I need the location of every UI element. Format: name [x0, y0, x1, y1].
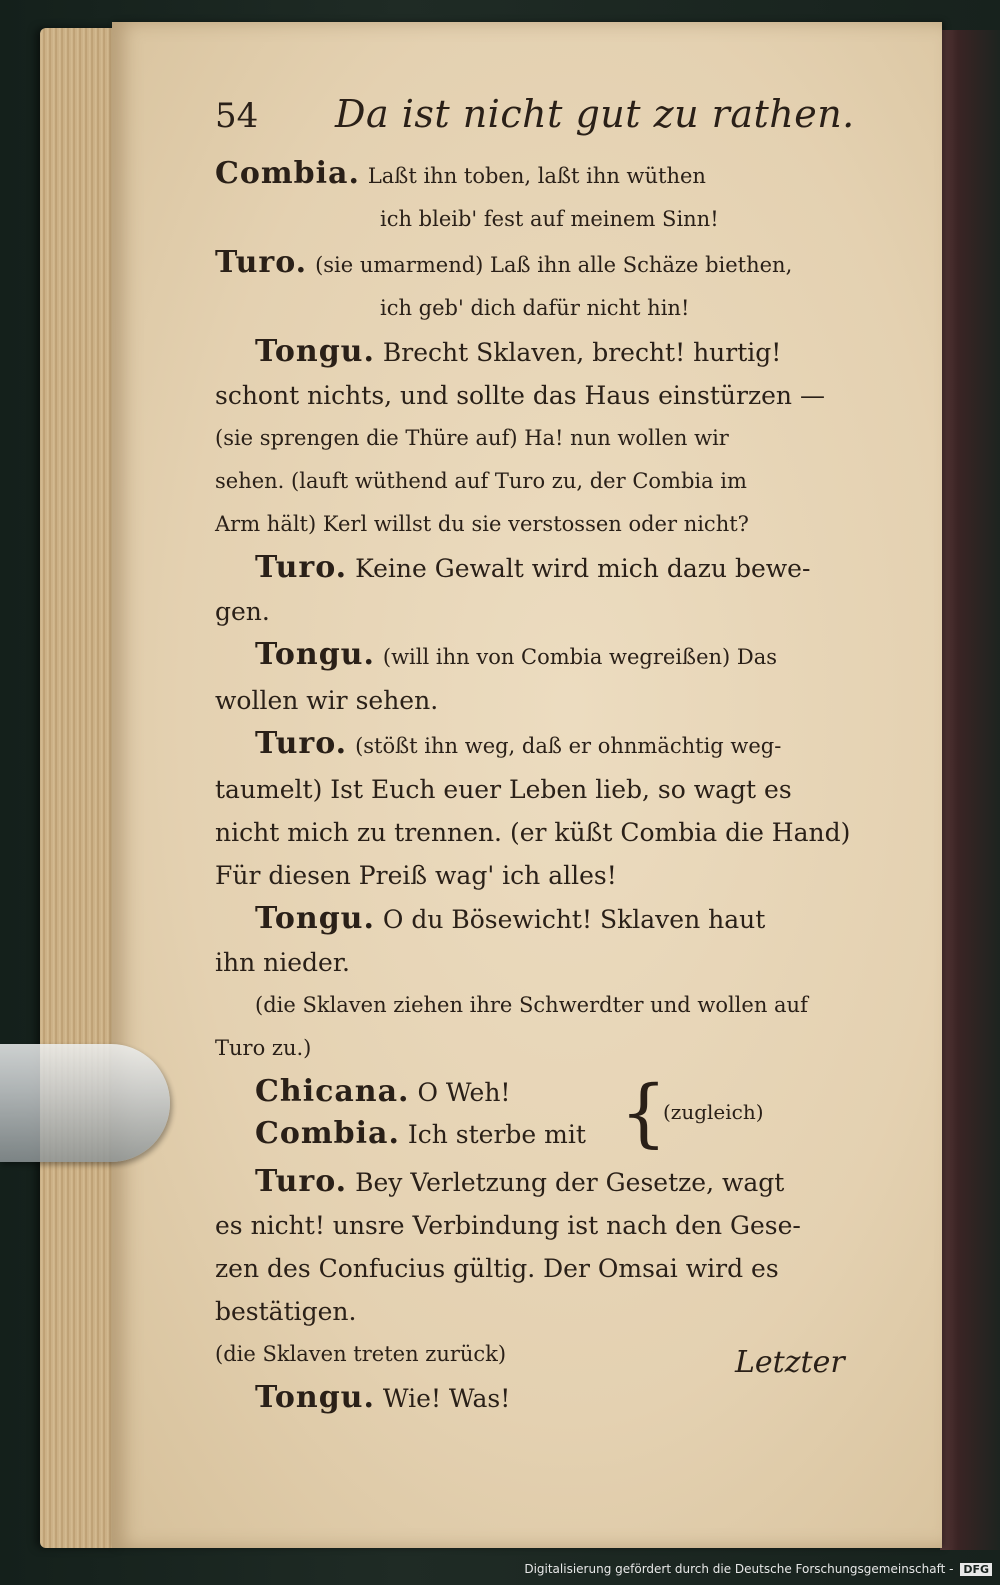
line-text: Wie! Was! [382, 1384, 511, 1413]
stage-direction [215, 984, 875, 1027]
text-line [215, 374, 875, 417]
page-header [215, 92, 875, 152]
text-line [215, 941, 875, 984]
text-line [215, 722, 875, 768]
dfg-logo: DFG [960, 1563, 992, 1576]
text-line [215, 241, 875, 287]
line-text: Turo zu.) [215, 1036, 312, 1060]
running-title: Da ist nicht gut zu rathen. [335, 92, 855, 136]
book-cover-edge [940, 30, 1000, 1550]
text-line [215, 1160, 875, 1204]
line-text: ich bleib' fest auf meinem Sinn! [380, 207, 719, 231]
text-line [215, 897, 875, 941]
stage-direction: (zugleich) [663, 1100, 764, 1124]
simultaneous-speech-block [215, 1070, 875, 1160]
text-line [215, 417, 875, 460]
line-text: wollen wir sehen. [215, 686, 439, 715]
text-line [215, 330, 875, 374]
line-text: (die Sklaven treten zurück) [215, 1342, 507, 1366]
footer-text: Digitalisierung gefördert durch die Deutsche Forschungsgemeinschaft - [524, 1562, 954, 1576]
book-page-edges [40, 28, 120, 1548]
speaker-name: Turo. [215, 245, 308, 280]
text-line [215, 198, 875, 241]
line-text: Für diesen Preiß wag' ich alles! [215, 861, 617, 890]
line-text: sehen. (lauft wüthend auf Turo zu, der Combia im [215, 469, 747, 493]
text-line [215, 768, 875, 811]
line-text: Ich sterbe mit [407, 1120, 586, 1149]
line-text: nicht mich zu trennen. (er küßt Combia die Hand) [215, 818, 851, 847]
line-text: O Weh! [417, 1078, 511, 1107]
speaker-name: Combia. [215, 156, 360, 191]
line-text: Laßt ihn toben, laßt ihn wüthen [367, 164, 706, 188]
text-line [215, 503, 875, 546]
speaker-name: Turo. [255, 726, 348, 761]
text-line [215, 679, 875, 722]
line-text: Brecht Sklaven, brecht! hurtig! [382, 338, 782, 367]
line-text: Bey Verletzung der Gesetze, wagt [355, 1168, 785, 1197]
text-line [215, 546, 875, 590]
text-line [255, 1070, 510, 1114]
speaker-name: Turo. [255, 550, 348, 585]
speaker-name: Turo. [255, 1164, 348, 1199]
text-line [215, 1247, 875, 1290]
catchword: Letzter [735, 1345, 845, 1380]
line-text: O du Bösewicht! Sklaven haut [382, 905, 766, 934]
speaker-name: Tongu. [255, 1380, 375, 1415]
text-line [215, 460, 875, 503]
speaker-name: Chicana. [255, 1074, 410, 1109]
text-line [255, 1112, 586, 1156]
curly-brace: { [620, 1070, 668, 1156]
line-text: Keine Gewalt wird mich dazu bewe- [355, 554, 811, 583]
stage-direction [215, 1027, 875, 1070]
line-text: ihn nieder. [215, 948, 350, 977]
line-text: (stößt ihn weg, daß er ohnmächtig weg- [355, 734, 782, 758]
line-text: es nicht! unsre Verbindung ist nach den Gese- [215, 1211, 801, 1240]
line-text: zen des Confucius gültig. Der Omsai wird es [215, 1254, 779, 1283]
line-text: gen. [215, 597, 270, 626]
speaker-name: Combia. [255, 1116, 400, 1151]
page-text [215, 92, 875, 1420]
text-line [215, 152, 875, 198]
text-line [215, 1290, 875, 1333]
speaker-name: Tongu. [255, 334, 375, 369]
text-line [215, 633, 875, 679]
text-line [215, 287, 875, 330]
text-line [215, 854, 875, 897]
text-line [215, 590, 875, 633]
line-text: (will ihn von Combia wegreißen) Das [382, 645, 778, 669]
page-holder-clip [0, 1044, 170, 1162]
speaker-name: Tongu. [255, 637, 375, 672]
line-text: bestätigen. [215, 1297, 357, 1326]
line-text: Arm hält) Kerl willst du sie verstossen oder nicht? [215, 512, 749, 536]
line-text: (sie sprengen die Thüre auf) Ha! nun wollen wir [215, 426, 729, 450]
text-line [215, 811, 875, 854]
line-text: (die Sklaven ziehen ihre Schwerdter und wollen auf [255, 993, 808, 1017]
line-text: schont nichts, und sollte das Haus einstürzen — [215, 381, 825, 410]
line-text: (sie umarmend) Laß ihn alle Schäze biethen, [315, 253, 793, 277]
text-line [215, 1204, 875, 1247]
funding-footer [524, 1562, 992, 1576]
line-text: ich geb' dich dafür nicht hin! [380, 296, 690, 320]
page-number: 54 [215, 96, 259, 136]
text-line [215, 1376, 875, 1420]
speaker-name: Tongu. [255, 901, 375, 936]
line-text: taumelt) Ist Euch euer Leben lieb, so wagt es [215, 775, 792, 804]
